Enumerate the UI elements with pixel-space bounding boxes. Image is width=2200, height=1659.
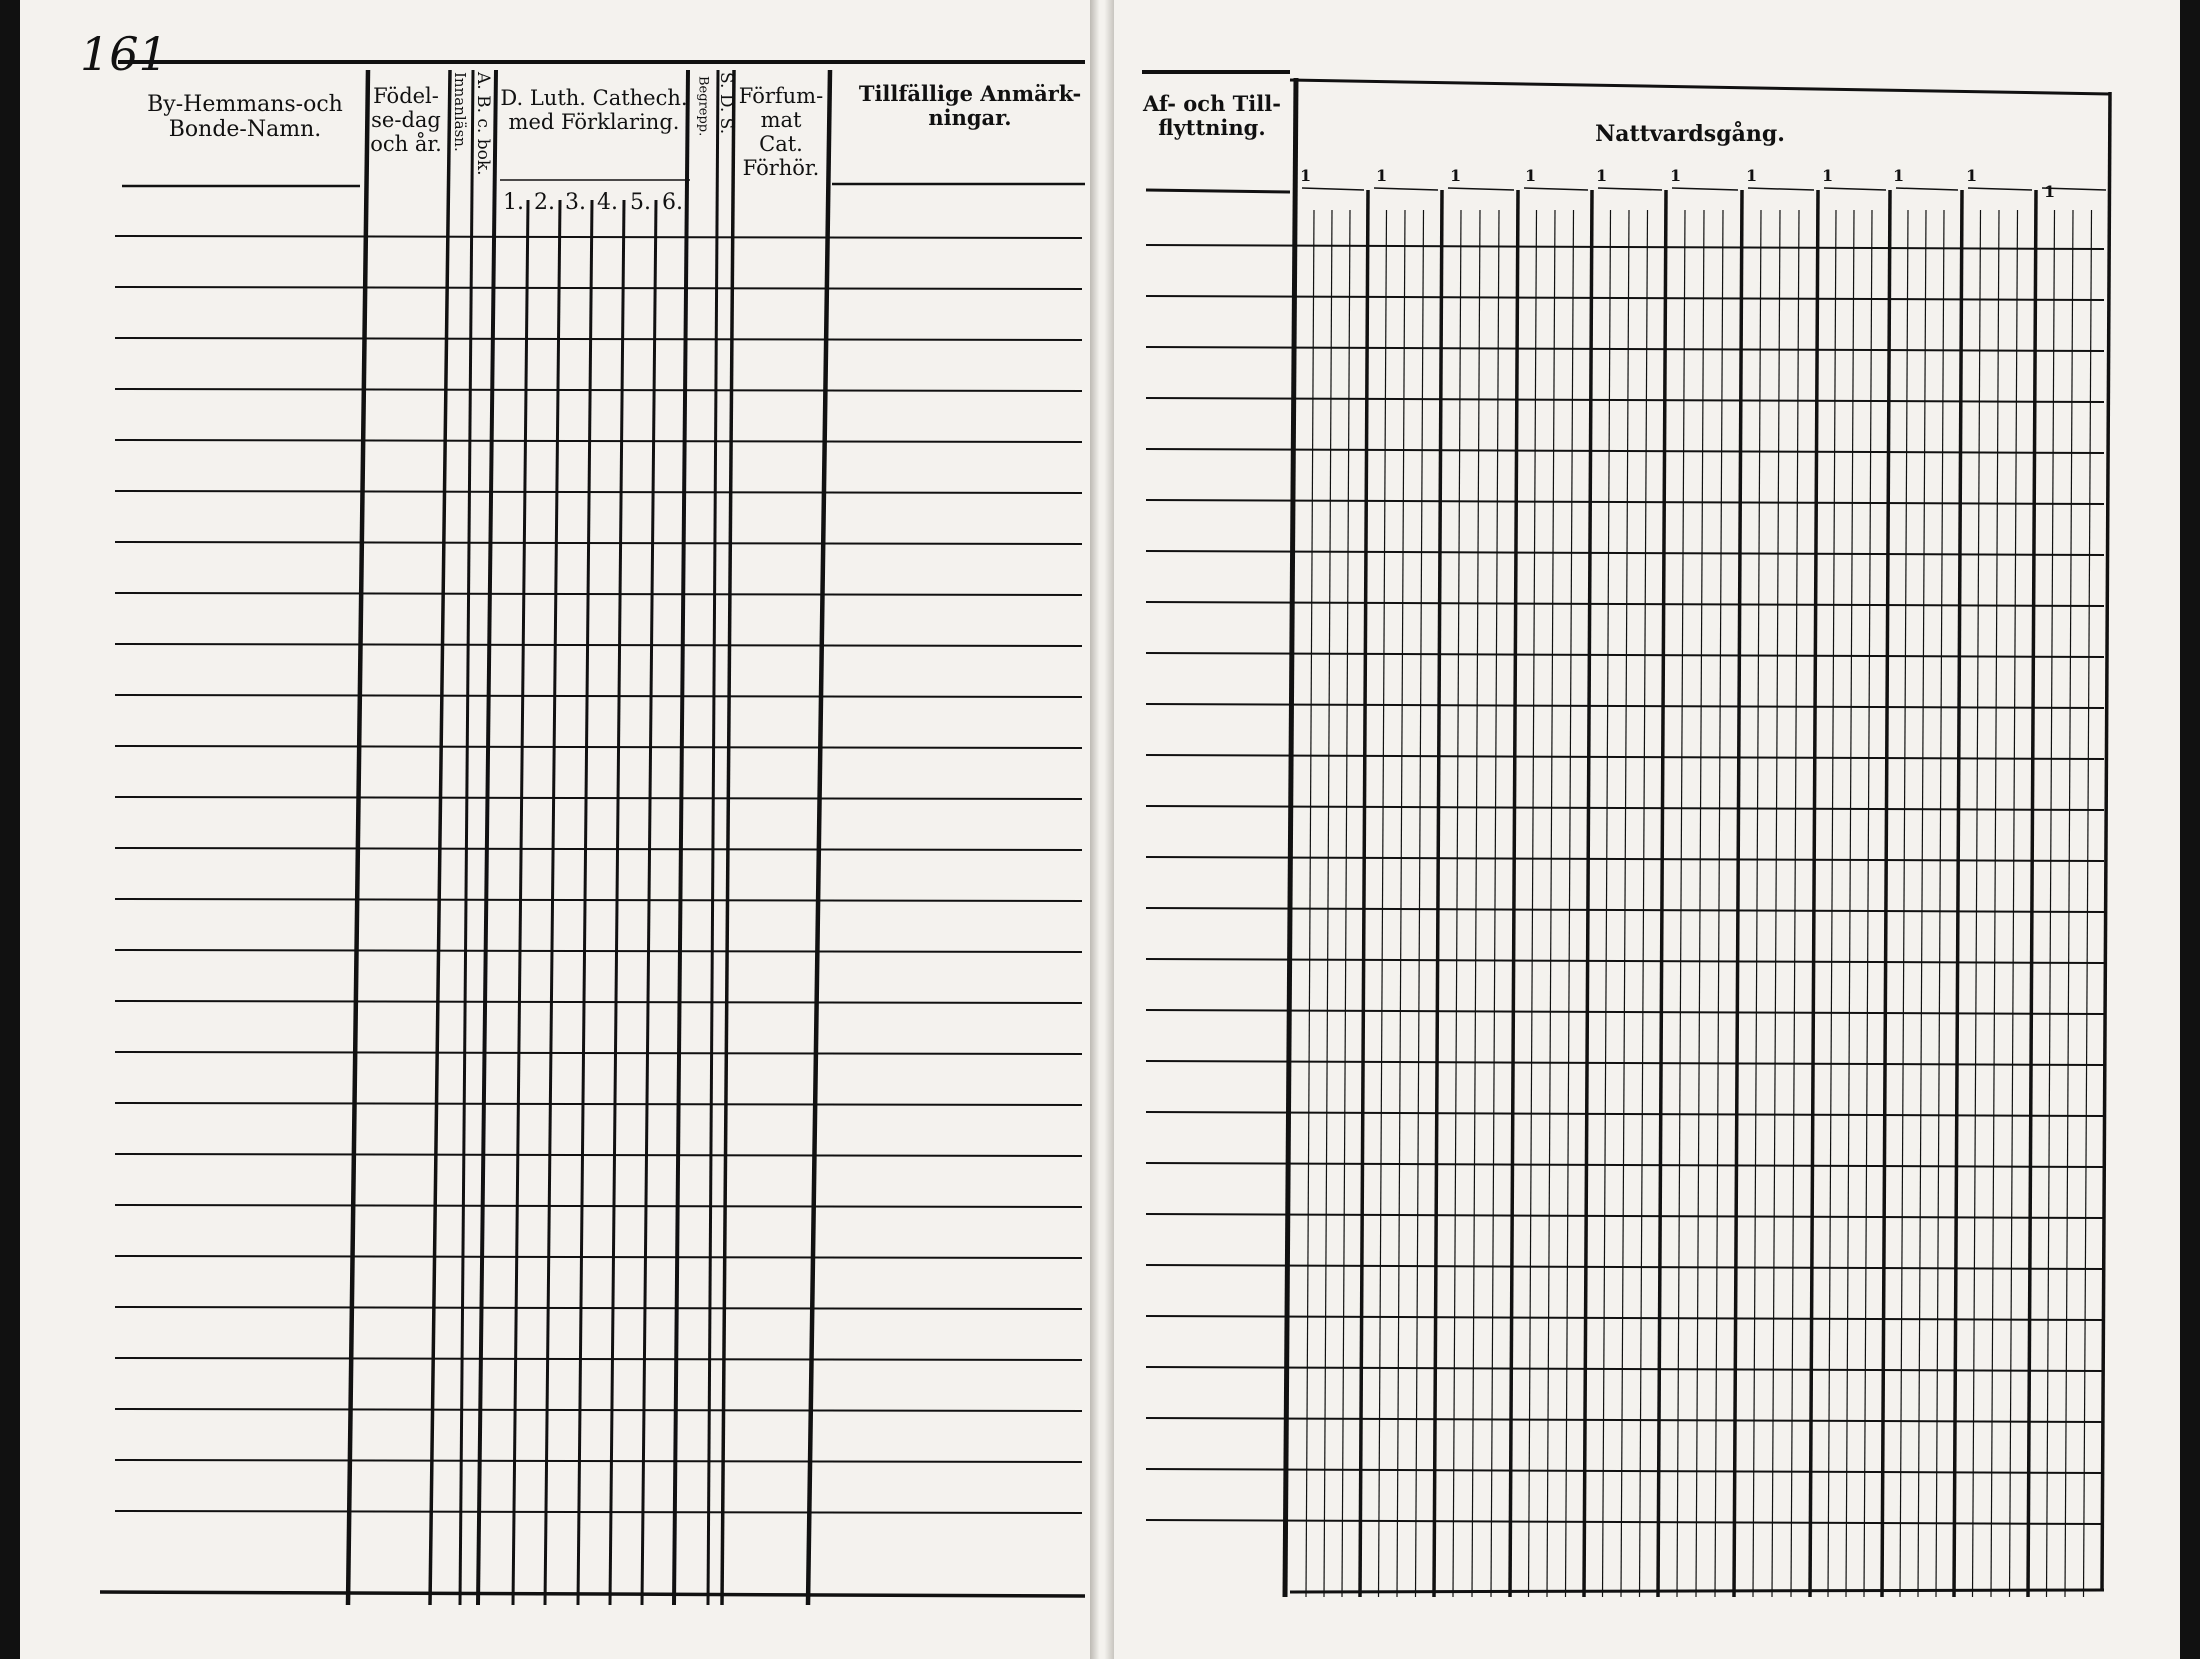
left-row-rule-23 (115, 1358, 1082, 1360)
communion-mark-underline-3 (1448, 188, 1514, 190)
communion-mark-3: 1 (1450, 166, 1462, 185)
left-row-rule-7 (115, 542, 1082, 544)
left-row-rule-16 (115, 1001, 1082, 1003)
communion-sub-rule-4-2 (1547, 210, 1555, 1597)
left-row-rule-26 (115, 1511, 1082, 1513)
left-col-rule-8 (610, 200, 624, 1605)
left-row-rule-11 (115, 746, 1082, 748)
communion-mark-underline-9 (1896, 188, 1958, 190)
left-col-rule-1 (348, 70, 368, 1605)
left-row-rule-5 (115, 440, 1082, 442)
communion-sub-rule-5-1 (1603, 210, 1611, 1597)
communion-mark-underline-5 (1598, 188, 1662, 190)
left-row-rule-19 (115, 1154, 1082, 1156)
communion-mark-2: 1 (1376, 166, 1388, 185)
left-row-rule-4 (115, 389, 1082, 391)
left-row-rule-24 (115, 1409, 1082, 1411)
left-row-rule-12 (115, 797, 1082, 799)
communion-mark-underline-1 (1302, 188, 1364, 190)
communion-sub-rule-1-2 (1324, 210, 1332, 1597)
communion-sub-rule-11-1 (2047, 210, 2055, 1597)
header-birth-column: Födel-se-dag och år. (370, 84, 442, 157)
communion-sub-rule-9-3 (1936, 210, 1944, 1597)
right-row-rule-26 (1146, 1520, 2104, 1524)
left-row-rule-21 (115, 1256, 1082, 1258)
left-row-rule-10 (115, 695, 1082, 697)
communion-mark-underline-7 (1748, 188, 1814, 190)
communion-sub-rule-7-1 (1753, 210, 1761, 1597)
communion-mark-underline-8 (1824, 188, 1886, 190)
communion-mark-underline-6 (1672, 188, 1738, 190)
communion-mark-underline-10 (1968, 188, 2032, 190)
communion-sub-rule-4-1 (1529, 210, 1537, 1597)
left-col-rule-6 (545, 200, 560, 1605)
communion-sub-rule-8-2 (1846, 210, 1854, 1597)
left-row-rule-1 (115, 236, 1082, 238)
communion-mark-7: 1 (1746, 166, 1758, 185)
header-begrepp-column: Begrepp. (695, 76, 711, 137)
left-col-rule-11 (708, 70, 718, 1605)
left-col-rule-13 (808, 70, 830, 1605)
header-sds-column: S. D. S. (715, 72, 736, 135)
left-row-rule-13 (115, 848, 1082, 850)
moving-col-rule (1285, 78, 1296, 1597)
right-row-rule-23 (1146, 1367, 2104, 1371)
catechism-sub-1: 1. (503, 190, 524, 215)
communion-mark-4: 1 (1525, 166, 1537, 185)
communion-col-rule-1 (1360, 190, 1368, 1597)
communion-col-rule-4 (1584, 190, 1592, 1597)
communion-sub-rule-11-3 (2084, 210, 2092, 1597)
right-row-rule-22 (1146, 1316, 2104, 1320)
communion-sub-rule-11-2 (2065, 210, 2073, 1597)
communion-sub-rule-10-3 (2010, 210, 2018, 1597)
moving-header-underline (1146, 190, 1290, 192)
right-row-rule-24 (1146, 1418, 2104, 1422)
communion-mark-underline-2 (1374, 188, 1438, 190)
header-moving-column: Af- och Till-flyttning. (1143, 91, 1281, 141)
communion-sub-rule-9-2 (1918, 210, 1926, 1597)
left-row-rule-2 (115, 287, 1082, 289)
catechism-sub-3: 3. (565, 190, 586, 215)
communion-mark-5: 1 (1596, 166, 1608, 185)
left-row-rule-18 (115, 1103, 1082, 1105)
left-col-rule-5 (513, 200, 528, 1605)
communion-sub-rule-8-3 (1864, 210, 1872, 1597)
header-remarks-column: Tillfällige Anmärk-ningar. (858, 81, 1082, 131)
communion-sub-rule-4-3 (1566, 210, 1574, 1597)
communion-mark-underline-4 (1524, 188, 1588, 190)
left-row-rule-6 (115, 491, 1082, 493)
header-forsummat-column: Förfum-mat Cat. Förhör. (738, 84, 824, 181)
communion-sub-rule-7-2 (1772, 210, 1780, 1597)
communion-mark-1: 1 (1300, 166, 1312, 185)
communion-sub-rule-3-2 (1472, 210, 1480, 1597)
page-number: 161 (80, 27, 168, 81)
communion-sub-rule-10-1 (1973, 210, 1981, 1597)
header-catechism-column: D. Luth. Cathech. med Förklaring. (500, 86, 688, 135)
communion-sub-rule-2-2 (1397, 210, 1405, 1597)
left-row-rule-3 (115, 338, 1082, 340)
left-col-rule-2 (430, 70, 450, 1605)
communion-mark-6: 1 (1670, 166, 1682, 185)
left-row-rule-9 (115, 644, 1082, 646)
communion-sub-rule-7-3 (1791, 210, 1799, 1597)
left-row-rule-15 (115, 950, 1082, 952)
communion-sub-rule-6-1 (1677, 210, 1685, 1597)
communion-mark-8: 1 (1822, 166, 1834, 185)
left-row-rule-20 (115, 1205, 1082, 1207)
right-row-rule-25 (1146, 1469, 2104, 1473)
right-bottom-rule (1290, 1590, 2104, 1592)
communion-mark-10: 1 (1966, 166, 1978, 185)
communion-col-rule-3 (1510, 190, 1518, 1597)
left-row-rule-25 (115, 1460, 1082, 1462)
right-top-rule-b (1290, 80, 2110, 94)
right-edge-rule (2102, 92, 2110, 1590)
left-row-rule-22 (115, 1307, 1082, 1309)
left-col-rule-10 (674, 70, 688, 1605)
catechism-sub-6: 6. (662, 190, 683, 215)
left-col-rule-3 (460, 70, 473, 1605)
communion-sub-rule-2-1 (1379, 210, 1387, 1597)
left-col-rule-9 (642, 200, 656, 1605)
left-col-rule-12 (722, 70, 734, 1605)
communion-mark-9: 1 (1893, 166, 1905, 185)
left-row-rule-8 (115, 593, 1082, 595)
communion-mark-11: 1 (2044, 182, 2056, 201)
communion-sub-rule-1-3 (1342, 210, 1350, 1597)
communion-sub-rule-1-1 (1306, 210, 1314, 1597)
communion-sub-rule-5-3 (1640, 210, 1648, 1597)
header-abc-book-column: A. B. c. bok. (472, 72, 493, 176)
communion-sub-rule-10-2 (1991, 210, 1999, 1597)
communion-sub-rule-5-2 (1621, 210, 1629, 1597)
communion-sub-rule-6-3 (1715, 210, 1723, 1597)
catechism-sub-2: 2. (534, 190, 555, 215)
catechism-sub-5: 5. (630, 190, 651, 215)
communion-sub-rule-8-1 (1828, 210, 1836, 1597)
left-row-rule-17 (115, 1052, 1082, 1054)
communion-sub-rule-6-2 (1696, 210, 1704, 1597)
communion-col-rule-2 (1434, 190, 1442, 1597)
header-name-column: By-Hemmans-och Bonde-Namn. (147, 92, 343, 143)
catechism-sub-4: 4. (597, 190, 618, 215)
communion-sub-rule-3-1 (1453, 210, 1461, 1597)
header-inanalism-column: Innanläsn. (450, 72, 469, 152)
communion-sub-rule-9-1 (1900, 210, 1908, 1597)
left-bottom-rule (100, 1592, 1085, 1596)
communion-sub-rule-2-3 (1416, 210, 1424, 1597)
left-col-rule-7 (578, 200, 592, 1605)
left-col-rule-4 (478, 70, 496, 1605)
header-communion-column: Nattvardsgång. (1595, 121, 1785, 147)
left-row-rule-14 (115, 899, 1082, 901)
communion-sub-rule-3-3 (1491, 210, 1499, 1597)
